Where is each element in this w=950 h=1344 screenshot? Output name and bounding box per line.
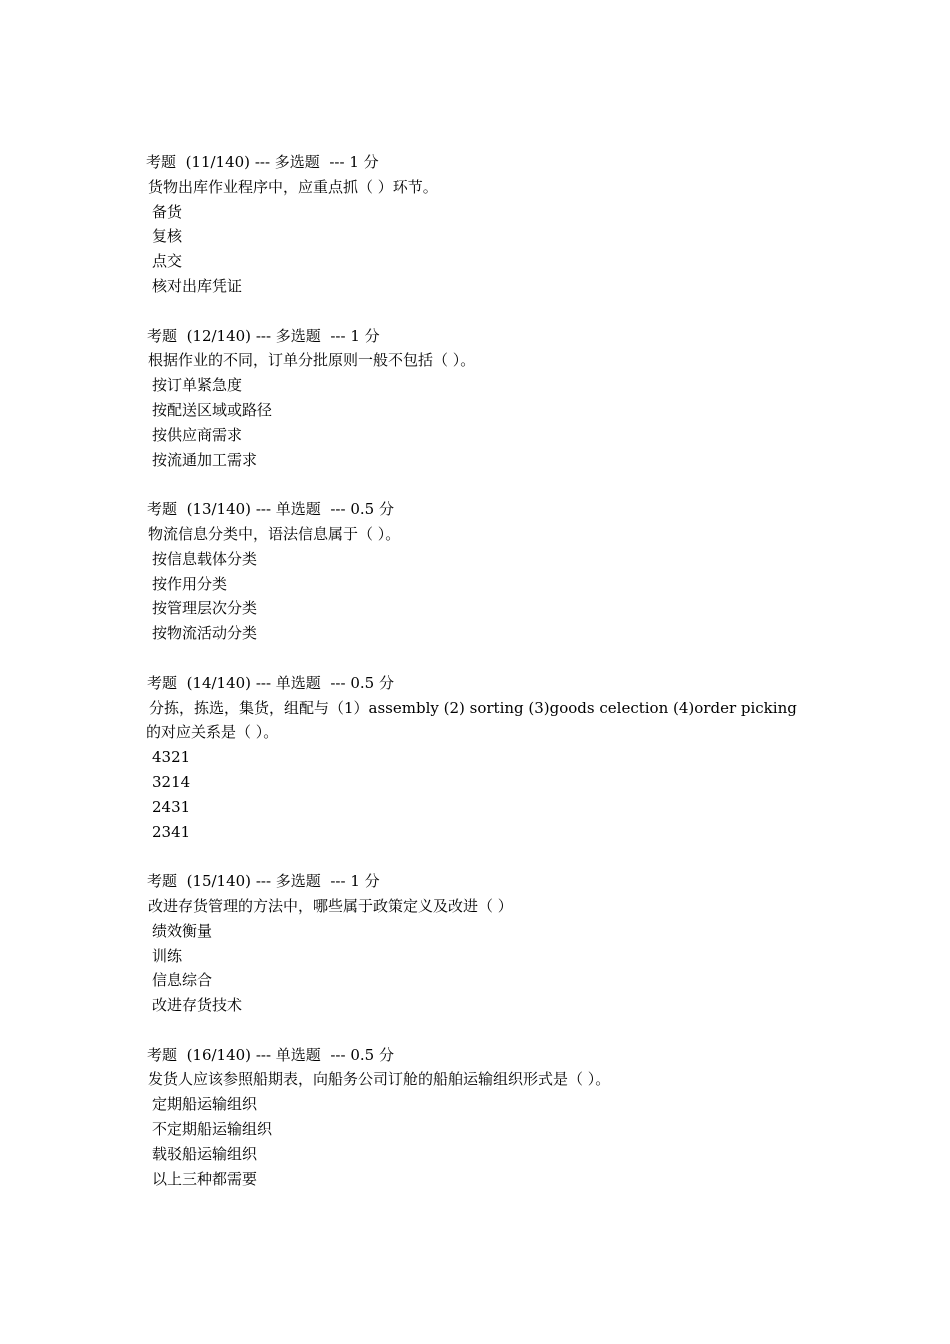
question-number: (12/140) xyxy=(186,326,252,345)
question-header xyxy=(146,869,816,894)
question-label: 考题 xyxy=(147,673,178,692)
question-header xyxy=(146,1043,816,1068)
question-number: (16/140) xyxy=(186,1045,252,1064)
question-type: --- 单选题 xyxy=(255,1045,321,1064)
question-type: --- 多选题 xyxy=(255,326,321,345)
question-label: 考题 xyxy=(147,1045,178,1064)
question-option: 绩效衡量 xyxy=(152,921,213,940)
question-option: 核对出库凭证 xyxy=(152,276,243,295)
question-label: 考题 xyxy=(147,872,178,891)
question-score: --- 1 分 xyxy=(329,153,379,171)
question-label: 考题 xyxy=(146,153,177,171)
question-type: --- 多选题 xyxy=(255,872,321,891)
question-label: 考题 xyxy=(147,500,178,519)
question-option: 按配送区域或路径 xyxy=(152,400,273,419)
question-option: 定期船运输组织 xyxy=(152,1095,258,1114)
question-block-13 xyxy=(146,497,816,646)
question-option: 以上三种都需要 xyxy=(152,1169,258,1188)
question-score: --- 0.5 分 xyxy=(330,673,394,692)
question-stem: 货物出库作业程序中，应重点抓（ ）环节。 xyxy=(148,177,438,196)
question-option: 2341 xyxy=(152,822,191,841)
question-option: 信息综合 xyxy=(152,971,213,990)
question-option: 改进存货技术 xyxy=(152,996,243,1015)
question-number: (15/140) xyxy=(186,872,252,891)
question-option: 2431 xyxy=(152,797,191,816)
question-option: 4321 xyxy=(152,748,191,767)
question-number: (11/140) xyxy=(185,153,251,171)
question-block-16 xyxy=(146,1043,816,1192)
question-list xyxy=(146,150,816,1216)
question-option: 载驳船运输组织 xyxy=(152,1144,258,1163)
question-block-14 xyxy=(146,671,816,845)
question-header xyxy=(146,324,816,349)
question-stem: 物流信息分类中，语法信息属于（ ）。 xyxy=(148,524,401,543)
question-option: 按物流活动分类 xyxy=(152,624,258,643)
question-stem: 改进存货管理的方法中，哪些属于政策定义及改进（ ） xyxy=(148,896,513,915)
question-number: (14/140) xyxy=(186,673,252,692)
question-score: --- 0.5 分 xyxy=(330,1045,394,1064)
question-block-12 xyxy=(146,324,816,473)
question-label: 考题 xyxy=(147,326,178,345)
question-option: 按供应商需求 xyxy=(152,425,243,444)
question-block-11 xyxy=(146,150,816,299)
question-option: 按订单紧急度 xyxy=(152,376,243,395)
question-block-15 xyxy=(146,869,816,1018)
question-option: 按信息载体分类 xyxy=(152,549,258,568)
question-stem: 根据作业的不同，订单分批原则一般不包括（ ）。 xyxy=(148,351,476,370)
question-option: 备货 xyxy=(152,202,183,221)
question-stem: 分拣，拣选，集货，组配与（1）assembly (2) sorting (3)goods celection (4)order picking 的对应关系是（ ）。 xyxy=(146,698,797,742)
question-option: 复核 xyxy=(152,227,183,246)
question-score: --- 1 分 xyxy=(330,872,380,891)
question-score: --- 0.5 分 xyxy=(330,500,394,519)
question-score: --- 1 分 xyxy=(330,326,380,345)
question-option: 按作用分类 xyxy=(152,574,228,593)
question-option: 按流通加工需求 xyxy=(152,450,258,469)
question-option: 点交 xyxy=(152,252,183,271)
question-header xyxy=(146,150,816,175)
question-type: --- 多选题 xyxy=(254,153,320,171)
question-option: 3214 xyxy=(152,772,191,791)
question-option: 按管理层次分类 xyxy=(152,599,258,618)
question-header xyxy=(146,671,816,696)
question-type: --- 单选题 xyxy=(255,673,321,692)
question-type: --- 单选题 xyxy=(255,500,321,519)
question-option: 不定期船运输组织 xyxy=(152,1120,273,1139)
question-number: (13/140) xyxy=(186,500,252,519)
question-stem: 发货人应该参照船期表，向船务公司订舱的船舶运输组织形式是（ ）。 xyxy=(148,1070,611,1089)
question-header xyxy=(146,497,816,522)
question-option: 训练 xyxy=(152,946,183,965)
